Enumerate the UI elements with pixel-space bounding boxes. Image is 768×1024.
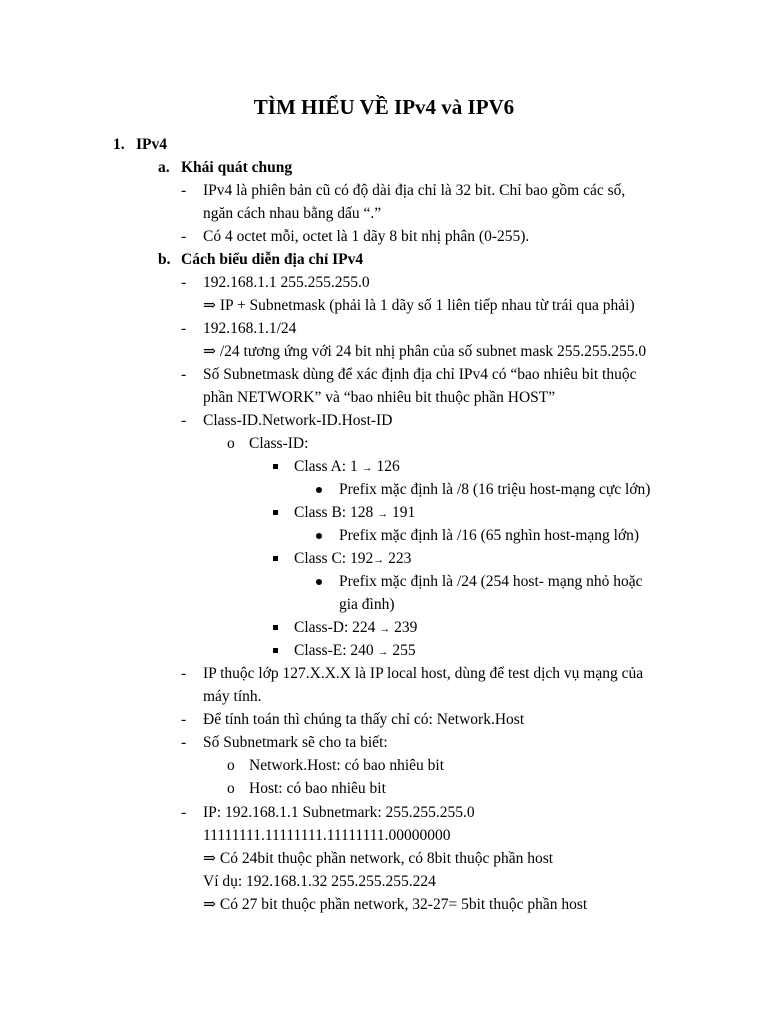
class-a-item: Class A: 1 → 126 [294, 458, 400, 475]
subsection-b-letter: b. [158, 251, 171, 268]
list-item-text: ⇒ /24 tương ứng với 24 bit nhị phân của số subnet mask 255.255.255.0 [203, 343, 647, 360]
list-dash: - [181, 228, 187, 245]
square-bullet-icon [273, 625, 278, 630]
arrow-right-icon: → [377, 508, 389, 520]
round-bullet-icon [316, 533, 322, 539]
list-dash: - [181, 711, 187, 728]
list-item-text: Class-ID.Network-ID.Host-ID [203, 412, 393, 429]
list-item-text: IP thuộc lớp 127.X.X.X là IP local host, dùng để test dịch vụ mạng của [203, 665, 644, 682]
square-bullet-icon [273, 464, 278, 469]
arrow-right-icon: → [361, 462, 373, 474]
list-item-text: Prefix mặc định là /24 (254 host- mạng nhỏ hoặc [339, 573, 643, 590]
square-bullet-icon [273, 510, 278, 515]
list-item-text: Để tính toán thì chúng ta thấy chỉ có: Network.Host [203, 711, 525, 728]
list-item-text: máy tính. [203, 688, 262, 705]
square-bullet-icon [273, 648, 278, 653]
list-dash: - [181, 182, 187, 199]
list-item-text: Có 4 octet mỗi, octet là 1 dãy 8 bit nhị phân (0-255). [203, 228, 530, 245]
section-number: 1. [113, 136, 125, 153]
list-item-text: IPv4 là phiên bản cũ có độ dài địa chỉ là 32 bit. Chỉ bao gồm các số, [203, 182, 626, 199]
list-circle-marker: o [227, 435, 235, 452]
list-item-text: Class-ID: [249, 435, 309, 452]
class-e-item: Class-E: 240 → 255 [294, 642, 416, 659]
list-item-text: ngăn cách nhau bằng dấu “.” [203, 205, 382, 222]
list-dash: - [181, 665, 187, 682]
list-item-text: Ví dụ: 192.168.1.32 255.255.255.224 [203, 873, 436, 890]
list-item-text: Prefix mặc định là /8 (16 triệu host-mạng cực lớn) [339, 481, 651, 498]
arrow-right-icon: → [377, 646, 389, 658]
list-item-text: Network.Host: có bao nhiêu bit [249, 757, 445, 774]
section-heading: IPv4 [136, 136, 167, 153]
list-item-text: Số Subnetmask dùng để xác định địa chỉ IPv4 có “bao nhiêu bit thuộc [203, 366, 637, 383]
list-item-text: ⇒ Có 27 bit thuộc phần network, 32-27= 5bit thuộc phần host [203, 896, 588, 913]
list-circle-marker: o [227, 757, 235, 774]
class-d-item: Class-D: 224 → 239 [294, 619, 418, 636]
list-dash: - [181, 274, 187, 291]
class-c-item: Class C: 192→ 223 [294, 550, 412, 567]
list-item-text: phần NETWORK” và “bao nhiêu bit thuộc phần HOST” [203, 389, 556, 406]
document-title: TÌM HIỂU VỀ IPv4 và IPV6 [253, 95, 515, 119]
round-bullet-icon [316, 579, 322, 585]
list-dash: - [181, 804, 187, 821]
list-dash: - [181, 366, 187, 383]
list-item-text: 11111111.11111111.11111111.00000000 [203, 827, 451, 844]
subsection-a-letter: a. [158, 159, 170, 176]
list-item-text: Host: có bao nhiêu bit [249, 780, 386, 797]
square-bullet-icon [273, 556, 278, 561]
list-item-text: Prefix mặc định là /16 (65 nghìn host-mạng lớn) [339, 527, 640, 544]
round-bullet-icon [316, 487, 322, 493]
subsection-b-heading: Cách biểu diễn địa chỉ IPv4 [181, 251, 364, 268]
list-circle-marker: o [227, 780, 235, 797]
list-dash: - [181, 320, 187, 337]
list-item-text: IP: 192.168.1.1 Subnetmark: 255.255.255.0 [203, 804, 475, 821]
list-item-text: 192.168.1.1/24 [203, 320, 297, 337]
arrow-right-icon: → [373, 554, 385, 566]
subsection-a-heading: Khái quát chung [181, 159, 293, 176]
list-item-text: gia đình) [339, 596, 395, 613]
list-dash: - [181, 734, 187, 751]
arrow-right-icon: → [379, 623, 391, 635]
list-item-text: ⇒ Có 24bit thuộc phần network, có 8bit thuộc phần host [203, 850, 554, 867]
list-item-text: 192.168.1.1 255.255.255.0 [203, 274, 370, 291]
list-item-text: ⇒ IP + Subnetmask (phải là 1 dãy số 1 liên tiếp nhau từ trái qua phải) [203, 297, 635, 314]
class-b-item: Class B: 128 → 191 [294, 504, 416, 521]
list-item-text: Số Subnetmark sẽ cho ta biết: [203, 734, 388, 751]
list-dash: - [181, 412, 187, 429]
